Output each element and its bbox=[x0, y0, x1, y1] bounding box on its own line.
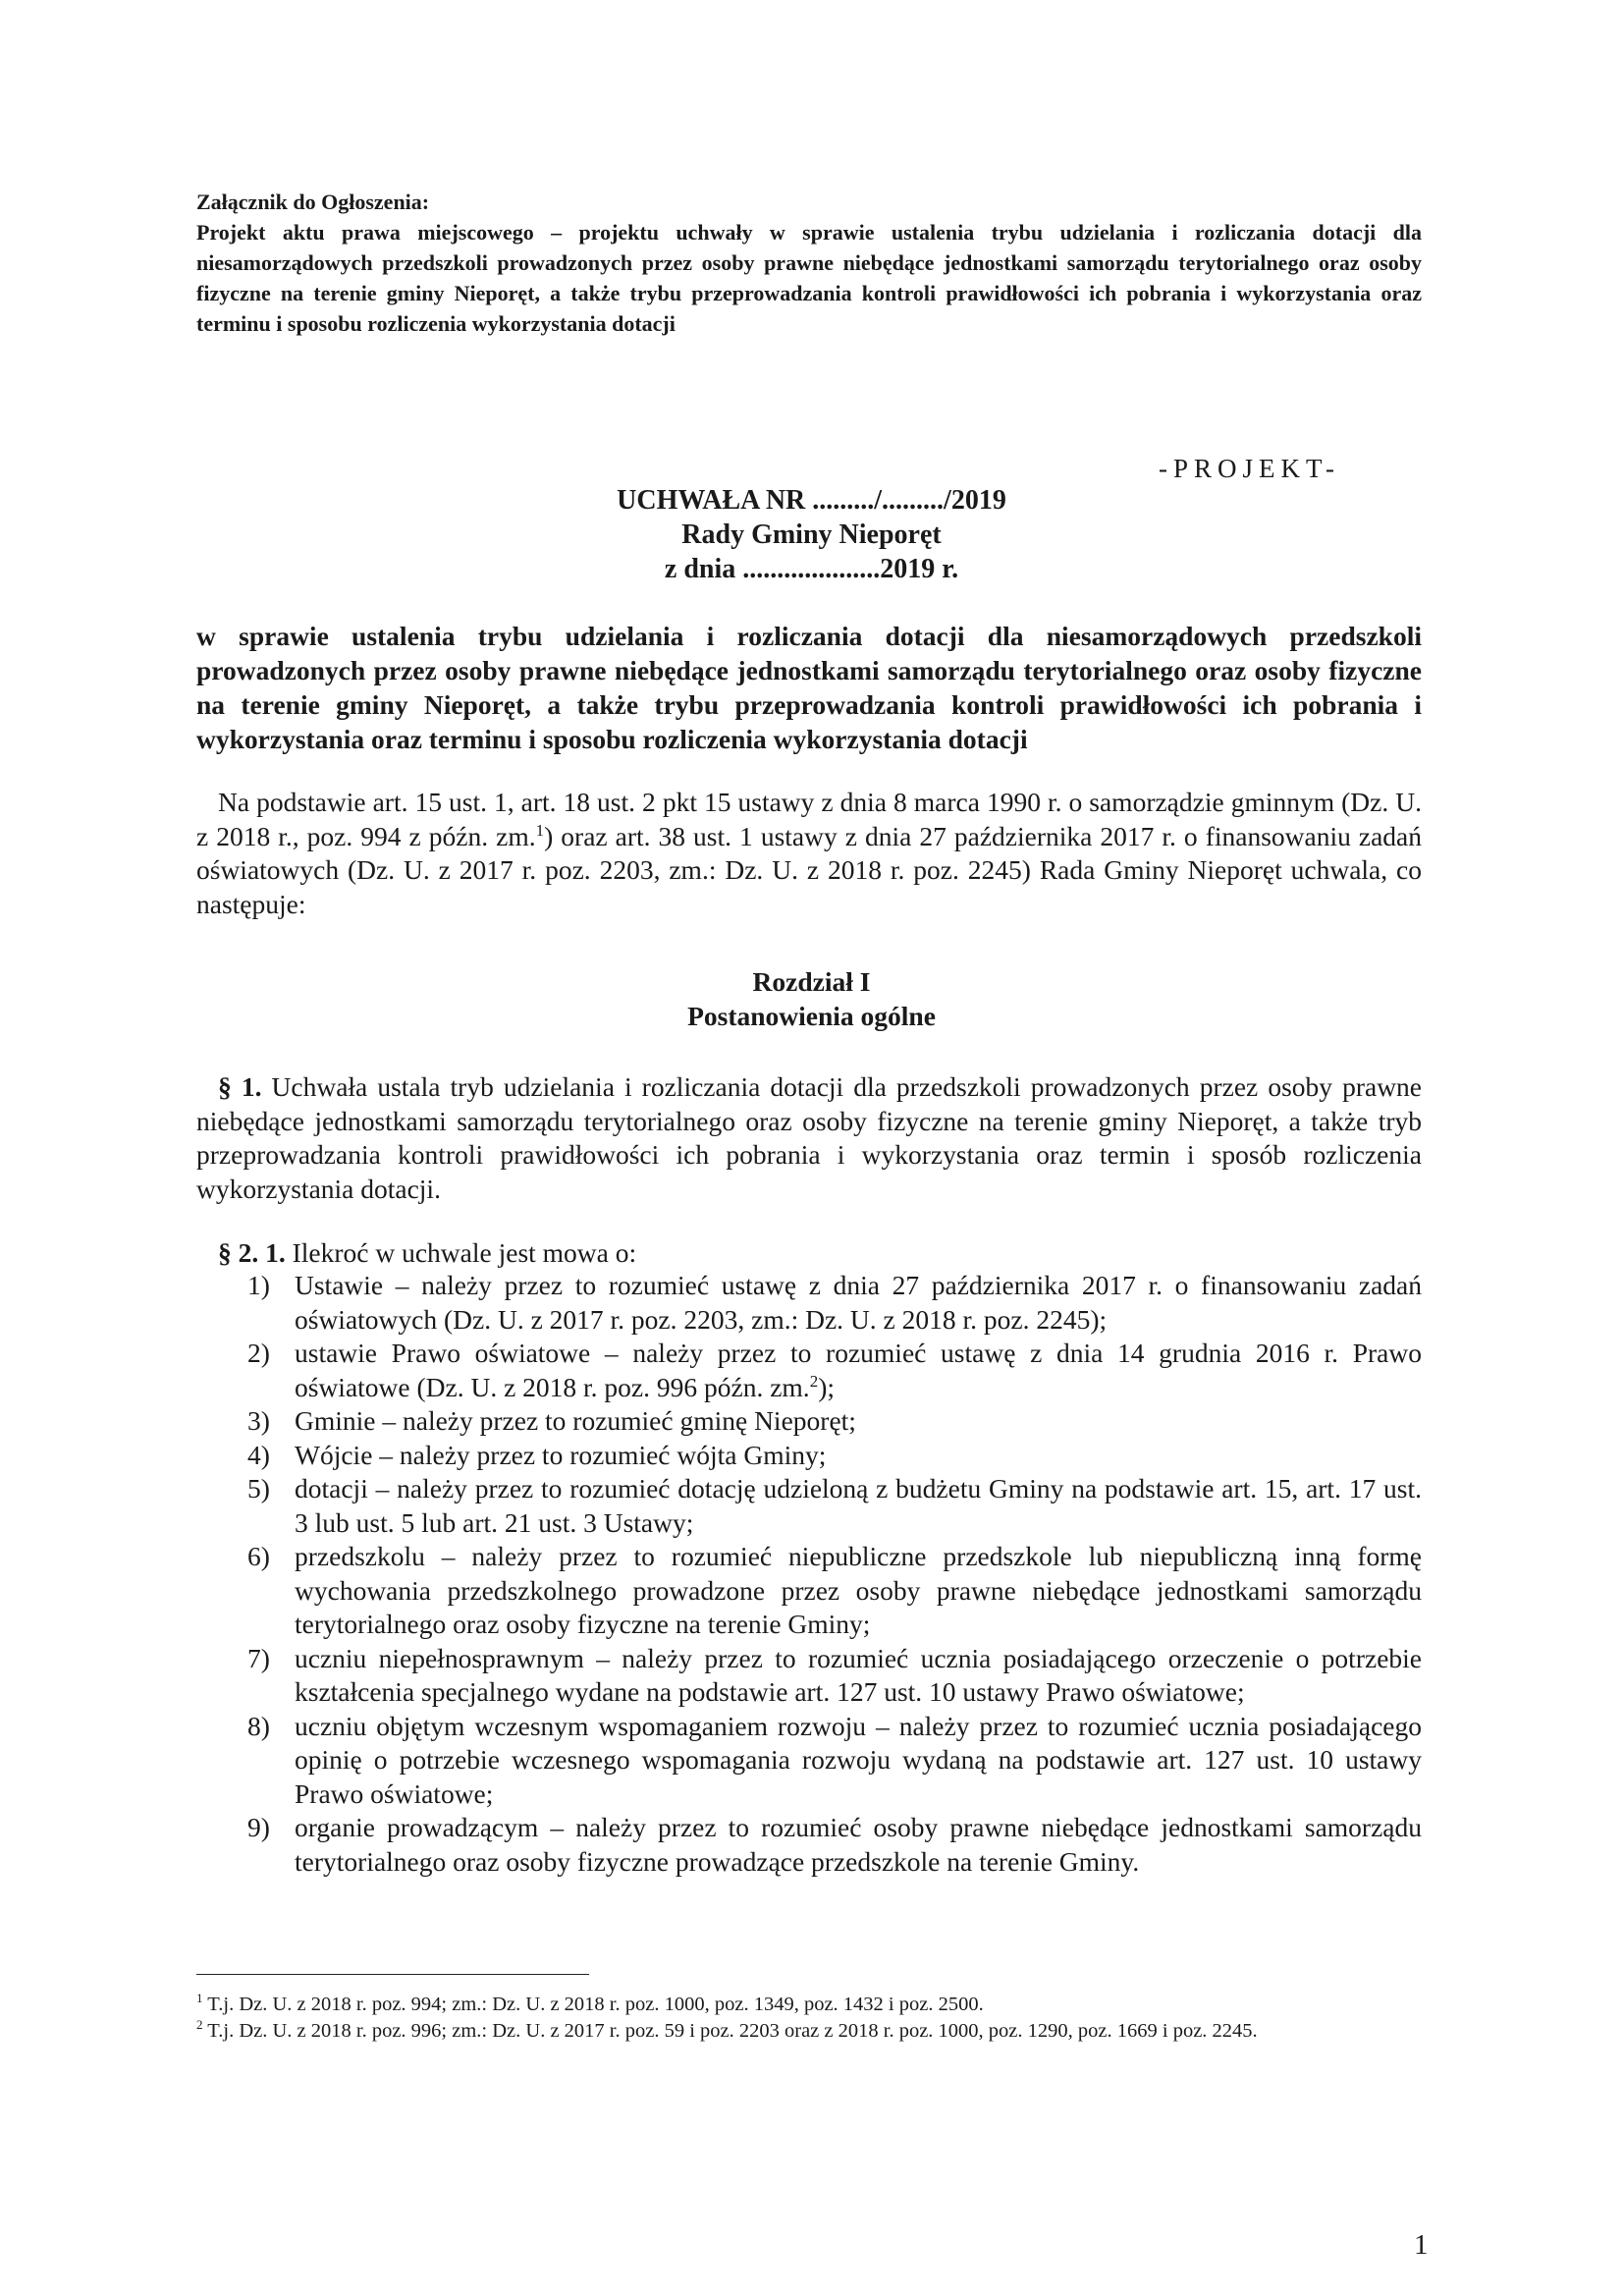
preamble-part1: Na podstawie art. 15 ust. 1, art. 18 ust. 2 pkt 15 ustawy z dnia 8 marca 1990 r. o samorządzie gminnym (Dz. U. z 2018 r., poz. 994 z późn. zm. bbox=[196, 787, 1422, 851]
list-item-text: uczniu niepełnosprawnym – należy przez to rozumieć ucznia posiadającego orzeczenie o potrzebie kształcenia specjalnego wydane na podstawie art. 127 ust. 10 ustawy Prawo oświatowe; bbox=[295, 1642, 1422, 1707]
section-1-text: Uchwała ustala tryb udzielania i rozliczania dotacji dla przedszkoli prowadzonych przez osoby prawne niebędące jednostkami samorządu terytorialnego oraz osoby fizyczne na terenie gminy Nieporęt, a także tryb przeprowadzania kontroli prawidłowości ich pobrania i wykorzystania oraz termin i sposób rozliczenia wykorzystania dotacji. bbox=[196, 1071, 1423, 1204]
list-item-number: 9) bbox=[247, 1812, 270, 1842]
list-item bbox=[196, 1642, 1422, 1710]
list-item bbox=[196, 1811, 1422, 1879]
list-item bbox=[196, 1337, 1422, 1404]
footnote-ref-2: 2 bbox=[809, 1371, 819, 1391]
footnotes bbox=[196, 1992, 1422, 2045]
list-item-number: 5) bbox=[247, 1473, 270, 1503]
preamble-part2: ) oraz art. 38 ust. 1 ustawy z dnia 27 października 2017 r. o finansowaniu zadań oświatowych (Dz. U. z 2017 r. poz. 2203, zm.: Dz. U. z 2018 r. poz. 2245) Rada Gminy Nieporęt uchwala, co następuje: bbox=[196, 820, 1423, 919]
resolution-number: UCHWAŁA NR ........./........./2019 bbox=[617, 485, 1006, 516]
chapter-title: Postanowienia ogólne bbox=[687, 1001, 936, 1031]
resolution-subject: w sprawie ustalenia trybu udzielania i rozliczania dotacji dla niesamorządowych przedszkoli prowadzonych przez osoby prawne niebędące jednostkami samorządu terytorialnego oraz osoby fizyczne na terenie gminy Nieporęt, a także trybu przeprowadzania kontroli prawidłowości ich pobrania i wykorzystania oraz terminu i sposobu rozliczenia wykorzystania dotacji bbox=[196, 621, 1422, 754]
footnote-mark: 1 bbox=[196, 1991, 203, 2006]
list-item-number: 7) bbox=[247, 1642, 270, 1673]
definitions-list bbox=[196, 1269, 1422, 1879]
list-item-text: przedszkolu – należy przez to rozumieć niepubliczne przedszkole lub niepubliczną inną formę wychowania przedszkolnego prowadzone przez osoby prawne niebędące jednostkami samorządu terytorialnego oraz osoby fizyczne na terenie Gminy; bbox=[295, 1541, 1422, 1639]
footnote-text: T.j. Dz. U. z 2018 r. poz. 994; zm.: Dz. U. z 2018 r. poz. 1000, poz. 1349, poz. 1432 i poz. 2500. bbox=[202, 1994, 984, 2015]
list-item-text: Gminie – należy przez to rozumieć gminę Nieporęt; bbox=[295, 1405, 856, 1436]
section-2-intro-text: Ilekroć w uchwale jest mowa o: bbox=[292, 1237, 637, 1268]
list-item bbox=[196, 1472, 1422, 1540]
chapter-heading bbox=[0, 964, 1623, 1033]
resolution-title-block bbox=[0, 483, 1623, 586]
section-2-intro bbox=[218, 1236, 636, 1271]
list-item-number: 1) bbox=[247, 1270, 270, 1300]
list-item-text: organie prowadzącym – należy przez to rozumieć osoby prawne niebędące jednostkami samorządu terytorialnego oraz osoby fizyczne prowadzące przedszkole na terenie Gminy. bbox=[295, 1812, 1422, 1877]
list-item-number: 4) bbox=[247, 1439, 270, 1470]
list-item bbox=[196, 1540, 1422, 1642]
list-item-text: ustawie Prawo oświatowe – należy przez to rozumieć ustawę z dnia 14 grudnia 2016 r. Prawo oświatowe (Dz. U. z 2018 r. poz. 996 późn. zm. bbox=[295, 1338, 1422, 1402]
footnote-text: T.j. Dz. U. z 2018 r. poz. 996; zm.: Dz. U. z 2017 r. poz. 59 i poz. 2203 oraz z 2018 r. poz. 1000, poz. 1290, poz. 1669 i poz. 2245. bbox=[202, 2020, 1258, 2042]
projekt-label: -PROJEKT- bbox=[1159, 454, 1341, 483]
footnote-1 bbox=[196, 1992, 1422, 2018]
list-item bbox=[196, 1439, 1422, 1473]
resolution-date: z dnia ....................2019 r. bbox=[664, 554, 959, 584]
list-item-tail: ); bbox=[818, 1371, 835, 1402]
footnote-mark: 2 bbox=[196, 2017, 203, 2033]
list-item bbox=[196, 1404, 1422, 1439]
list-item-text: uczniu objętym wczesnym wspomaganiem rozwoju – należy przez to rozumieć ucznia posiadającego opinię o potrzebie wczesnego wspomagania rozwoju wydaną na podstawie art. 127 ust. 10 ustawy Prawo oświatowe; bbox=[295, 1710, 1422, 1809]
list-item-number: 2) bbox=[247, 1338, 270, 1368]
list-item bbox=[196, 1269, 1422, 1337]
footnote-divider bbox=[196, 1974, 589, 1975]
list-item-text: Wójcie – należy przez to rozumieć wójta Gminy; bbox=[295, 1439, 827, 1470]
list-item-text: Ustawie – należy przez to rozumieć ustawę z dnia 27 października 2017 r. o finansowaniu zadań oświatowych (Dz. U. z 2017 r. poz. 2203, zm.: Dz. U. z 2018 r. poz. 2245); bbox=[295, 1270, 1422, 1335]
footnote-ref-1: 1 bbox=[535, 820, 545, 840]
resolution-council: Rady Gminy Nieporęt bbox=[681, 519, 942, 550]
preamble bbox=[196, 786, 1422, 921]
list-item-number: 3) bbox=[247, 1405, 270, 1436]
attachment-title: Załącznik do Ogłoszenia: bbox=[196, 190, 430, 214]
list-item bbox=[196, 1710, 1422, 1812]
section-1-mark: § 1. bbox=[218, 1071, 262, 1102]
list-item-number: 8) bbox=[247, 1710, 270, 1741]
page-number: 1 bbox=[1414, 2229, 1429, 2261]
chapter-number: Rozdział I bbox=[752, 966, 871, 997]
section-2-mark: § 2. 1. bbox=[218, 1237, 286, 1268]
footnote-2 bbox=[196, 2018, 1422, 2045]
attachment-header bbox=[196, 187, 1422, 339]
list-item-number: 6) bbox=[247, 1541, 270, 1571]
attachment-description: Projekt aktu prawa miejscowego – projektu uchwały w sprawie ustalenia trybu udzielania i rozliczania dotacji dla niesamorządowych przedszkoli prowadzonych przez osoby prawne niebędące jednostkami samorządu terytorialnego oraz osoby fizyczne na terenie gminy Nieporęt, a także trybu przeprowadzania kontroli prawidłowości ich pobrania i wykorzystania oraz terminu i sposobu rozliczenia wykorzystania dotacji bbox=[196, 220, 1422, 336]
list-item-text: dotacji – należy przez to rozumieć dotację udzieloną z budżetu Gminy na podstawie art. 15, art. 17 ust. 3 lub ust. 5 lub art. 21 ust. 3 Ustawy; bbox=[295, 1473, 1422, 1538]
section-1 bbox=[196, 1070, 1422, 1206]
